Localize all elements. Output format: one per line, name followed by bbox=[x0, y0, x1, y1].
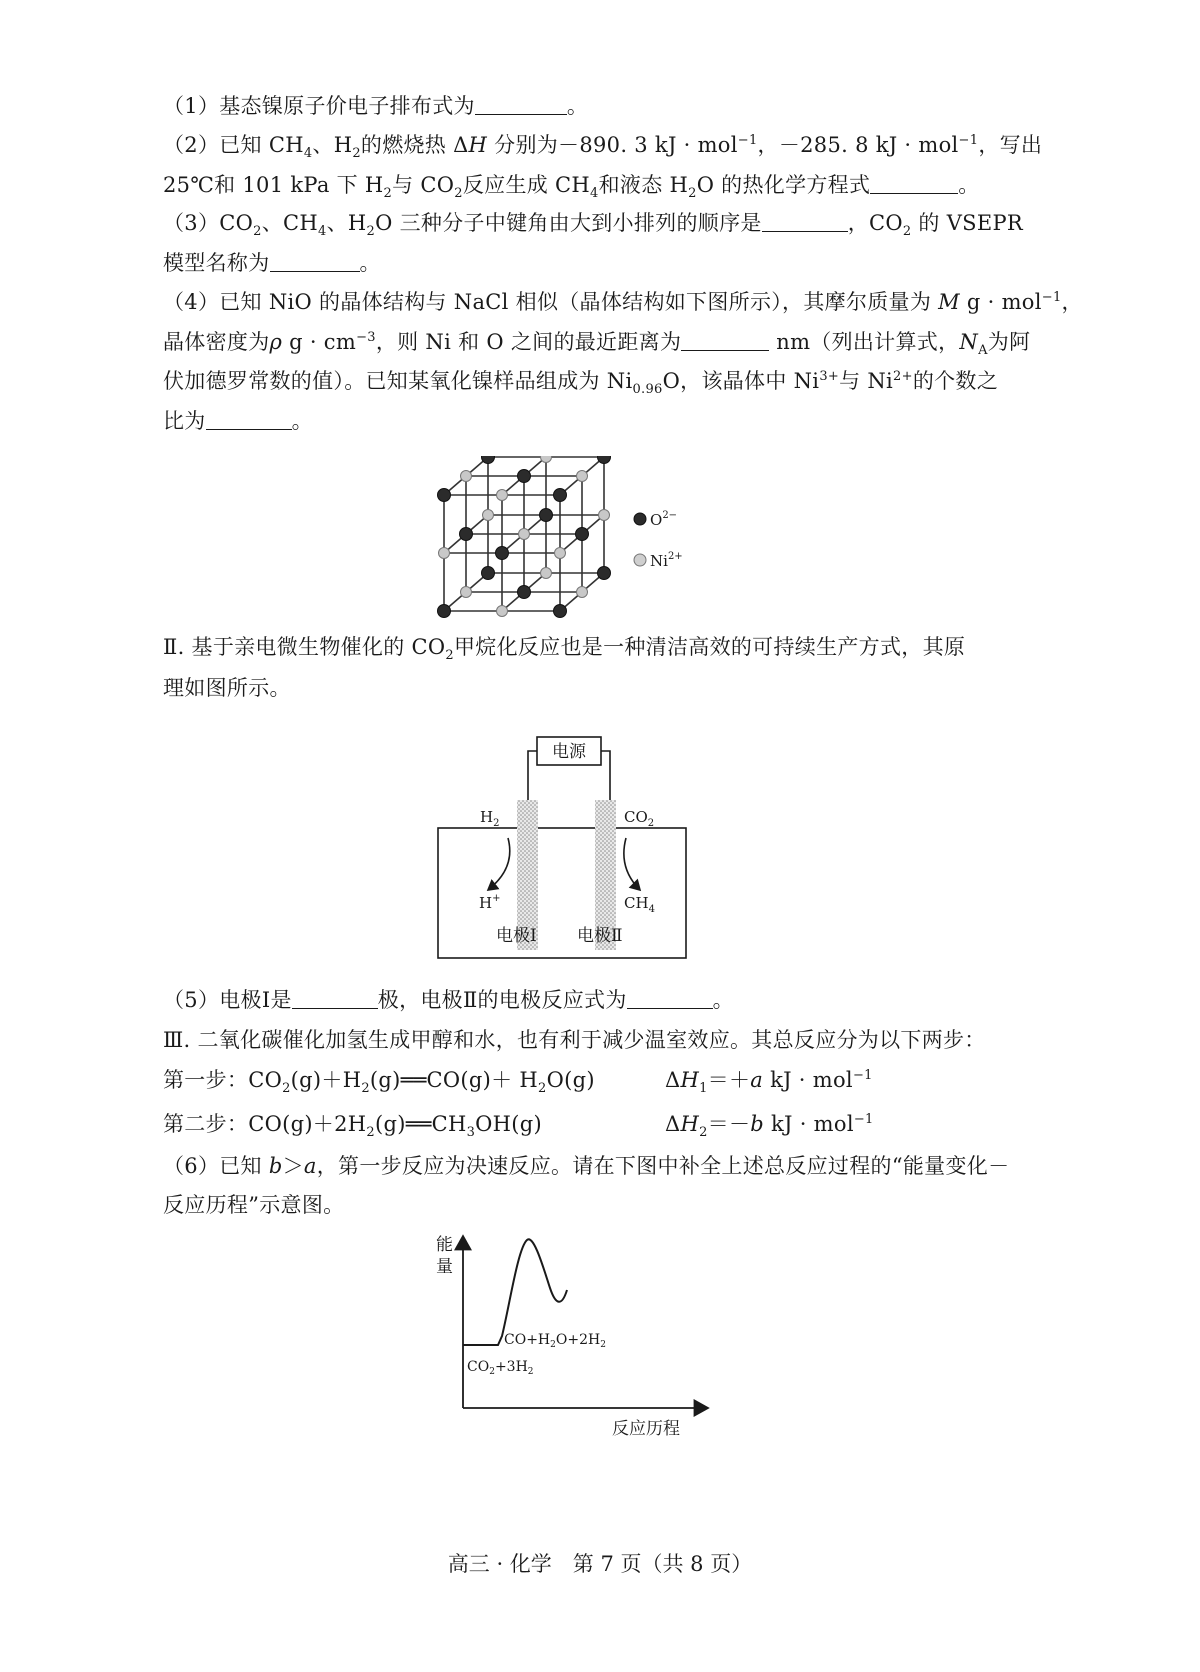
ni-ion bbox=[555, 548, 566, 559]
intermediate-label: $CO+H_2O+2H_2$ bbox=[504, 1332, 606, 1350]
answer-blank bbox=[681, 330, 769, 351]
o-ion bbox=[460, 528, 473, 541]
co2-label: $CO_2$ bbox=[624, 808, 655, 829]
legend-ni-label: $Ni^{2+}$ bbox=[650, 551, 683, 570]
o-ion bbox=[438, 605, 451, 618]
lattice-atoms bbox=[438, 456, 611, 618]
y-axis-label-2: 量 bbox=[436, 1257, 453, 1277]
step-2-equation: 第二步：$CO(g)+2H_2(g)══CH_3OH(g)$ bbox=[163, 1112, 543, 1141]
ni-ion bbox=[541, 456, 552, 463]
wire-right bbox=[601, 751, 610, 800]
answer-blank bbox=[206, 409, 292, 430]
o-ion bbox=[598, 567, 611, 580]
energy-curve bbox=[463, 1239, 567, 1345]
ch4-label: $CH_4$ bbox=[624, 894, 655, 915]
o-ion bbox=[598, 456, 611, 464]
electrolyte-tank bbox=[438, 828, 686, 958]
o-ion bbox=[496, 547, 509, 560]
legend-o-label: $O^{2-}$ bbox=[650, 510, 678, 529]
o-ion bbox=[554, 605, 567, 618]
answer-blank bbox=[762, 211, 848, 232]
question-6-line-1: （6）已知 b＞a，第一步反应为决速反应。请在下图中补全上述总反应过程的“能量变化－ bbox=[163, 1154, 1010, 1178]
legend-ni-atom bbox=[634, 554, 646, 566]
ni-ion bbox=[483, 510, 494, 521]
x-axis-label: 反应历程 bbox=[612, 1419, 680, 1439]
answer-blank bbox=[627, 988, 713, 1009]
o-ion bbox=[482, 567, 495, 580]
ni-ion bbox=[599, 510, 610, 521]
page-footer: 高三 · 化学 第 7 页（共 8 页） bbox=[447, 1552, 753, 1576]
ni-ion bbox=[577, 471, 588, 482]
o-ion bbox=[576, 528, 589, 541]
question-1: （1）基态镍原子价电子排布式为 。 bbox=[163, 94, 589, 118]
ni-ion bbox=[519, 529, 530, 540]
ni-ion bbox=[461, 587, 472, 598]
ni-ion bbox=[577, 587, 588, 598]
o-ion bbox=[518, 586, 531, 599]
right-reaction-arrow bbox=[624, 838, 640, 890]
legend-o-atom bbox=[634, 513, 646, 525]
question-6-line-2: 反应历程”示意图。 bbox=[163, 1193, 345, 1217]
energy-profile-chart bbox=[430, 1228, 720, 1443]
ni-ion bbox=[439, 548, 450, 559]
question-4-line-1: （4）已知 NiO 的晶体结构与 NaCl 相似（晶体结构如下图所示），其摩尔质量为 M g · mol$^{-1}$， bbox=[163, 290, 1083, 314]
answer-blank bbox=[870, 173, 958, 194]
electrode-2-label: 电极Ⅱ bbox=[577, 926, 623, 946]
ni-ion bbox=[541, 568, 552, 579]
electrolysis-cell-figure bbox=[436, 730, 696, 962]
question-2-line-2: 25℃和 101 kPa 下 $H_2$与 $CO_2$反应生成 $CH_4$和液态 $H_2O$ 的热化学方程式 。 bbox=[163, 173, 980, 202]
question-3-line-1: $(3)CO_2$、$CH_4$、$H_2O$ 三种分子中键角由大到小排列的顺序是 ，$CO_2$ 的 VSEPR bbox=[163, 211, 1024, 240]
wire-left bbox=[528, 751, 537, 800]
part-2-line-2: 理如图所示。 bbox=[163, 676, 291, 700]
answer-blank bbox=[270, 251, 360, 272]
left-reaction-arrow bbox=[488, 838, 510, 890]
o-ion bbox=[482, 456, 495, 464]
nio-crystal-structure-figure bbox=[420, 456, 720, 626]
step-1-enthalpy: $\Delta H_1=+a$ kJ · mol$^{-1}$ bbox=[665, 1068, 873, 1097]
answer-blank bbox=[292, 988, 378, 1009]
h2-label: $H_2$ bbox=[480, 808, 500, 829]
question-5: （5）电极Ⅰ是 极，电极Ⅱ的电极反应式为 。 bbox=[163, 988, 734, 1012]
ni-ion bbox=[497, 606, 508, 617]
power-source-label: 电源 bbox=[552, 742, 586, 762]
part-2-line-1: Ⅱ. 基于亲电微生物催化的 $CO_2$甲烷化反应也是一种清洁高效的可持续生产方式，其原 bbox=[163, 635, 966, 664]
o-ion bbox=[554, 489, 567, 502]
question-2-line-1: （2）已知 $CH_4$、$H_2$的燃烧热 ΔH 分别为－890. 3 kJ · mol$^{-1}$，－285. 8 kJ · mol$^{-1}$，写出 bbox=[163, 133, 1043, 162]
question-3-line-2: 模型名称为 。 bbox=[163, 251, 381, 275]
step-2-enthalpy: $\Delta H_2=-b$ kJ · mol$^{-1}$ bbox=[665, 1112, 874, 1141]
o-ion bbox=[438, 489, 451, 502]
y-axis-label-1: 能 bbox=[436, 1235, 453, 1255]
step-1-equation: 第一步：$CO_2(g)+H_2(g)══CO(g)+ H_2O(g)$ bbox=[163, 1068, 595, 1097]
question-4-line-4: 比为 。 bbox=[163, 409, 313, 433]
electrode-1-label: 电极Ⅰ bbox=[496, 926, 537, 946]
crystal-legend bbox=[634, 510, 683, 570]
o-ion bbox=[518, 470, 531, 483]
h-plus-label: H+ bbox=[479, 893, 501, 912]
question-4-line-3: 伏加德罗常数的值）。已知某氧化镍样品组成为 $Ni_{0.96}O$，该晶体中 $Ni^{3+}$与 $Ni^{2+}$的个数之 bbox=[163, 369, 999, 398]
answer-blank bbox=[475, 94, 567, 115]
question-4-line-2: 晶体密度为ρ $g \cdot cm^{-3}$，则 Ni 和 O 之间的最近距离为 nm（列出计算式，$N_A$为阿 bbox=[163, 330, 1031, 359]
ni-ion bbox=[461, 471, 472, 482]
reactant-label: $CO_2+3H_2$ bbox=[467, 1359, 534, 1377]
part-3-intro: Ⅲ. 二氧化碳催化加氢生成甲醇和水，也有利于减少温室效应。其总反应分为以下两步： bbox=[163, 1028, 986, 1052]
o-ion bbox=[540, 509, 553, 522]
ni-ion bbox=[497, 490, 508, 501]
